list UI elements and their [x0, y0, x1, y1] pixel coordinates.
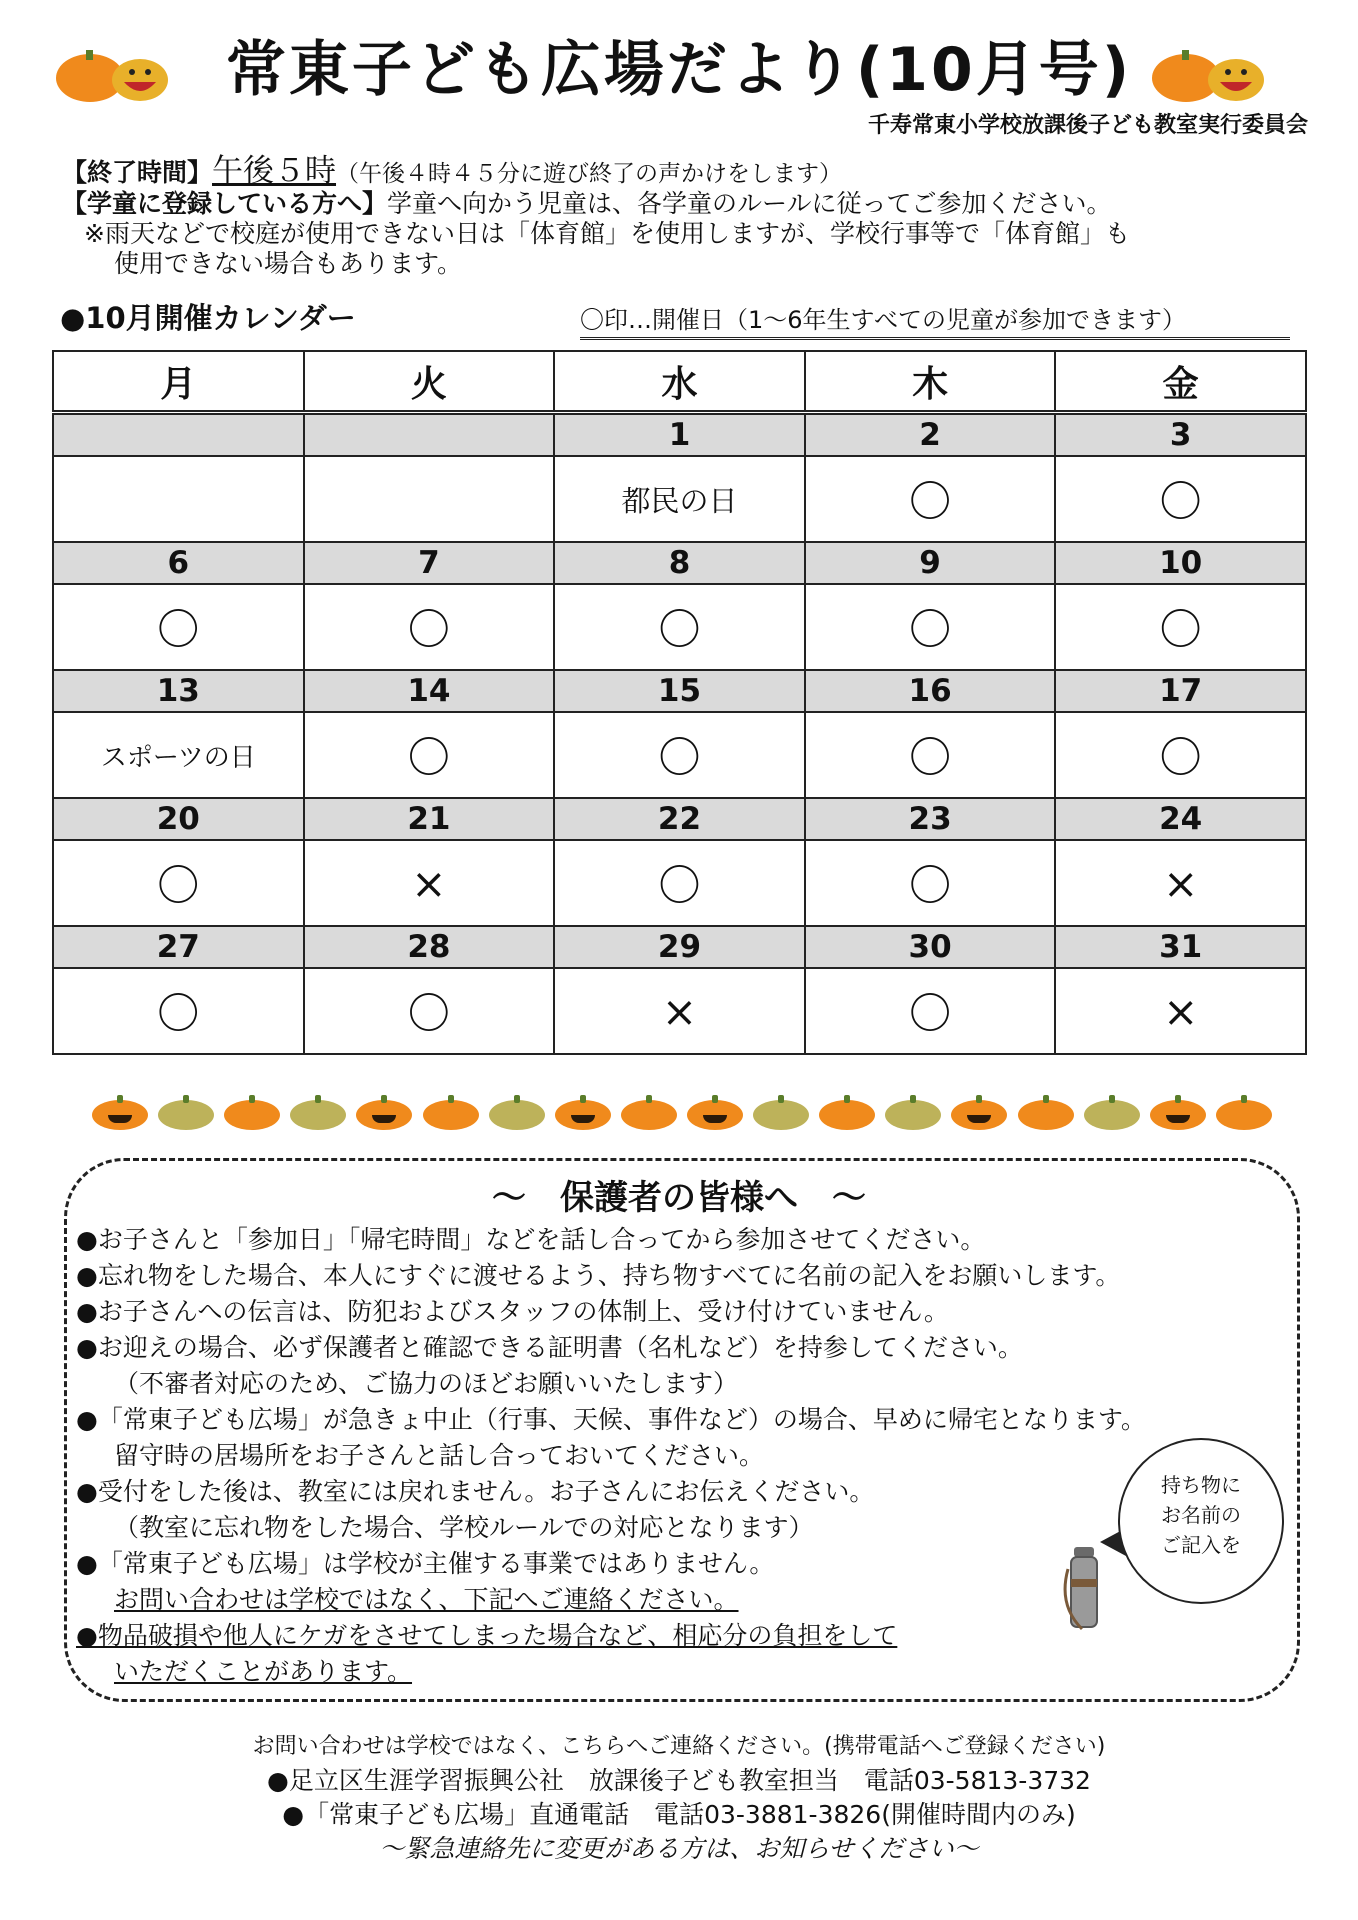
date-cell: 16 [805, 670, 1056, 712]
pumpkin-icon [753, 1100, 809, 1130]
mark-cell: 〇 [53, 584, 304, 670]
mark-cell: 〇 [554, 712, 805, 798]
date-cell: 28 [304, 926, 555, 968]
footer-intro: お問い合わせは学校ではなく、こちらへご連絡ください。(携帯電話へご登録ください) [252, 1734, 1106, 1759]
date-cell [53, 413, 304, 457]
note-item: （不審者対応のため、ご協力のほどお願いいたします） [114, 1369, 739, 1398]
mark-cell: 〇 [53, 968, 304, 1054]
note-item: ●「常東子ども広場」が急きょ中止（行事、天候、事件など）の場合、早めに帰宅となります。 [76, 1405, 1146, 1434]
pumpkin-icon [819, 1100, 875, 1130]
mark-cell: × [1055, 968, 1306, 1054]
weekday-wed: 水 [554, 351, 805, 413]
date-cell: 29 [554, 926, 805, 968]
week4-mark-row [53, 840, 1306, 926]
mark-cell [304, 456, 555, 542]
date-cell: 3 [1055, 413, 1306, 457]
mark-cell: 〇 [805, 584, 1056, 670]
mark-cell: 〇 [554, 840, 805, 926]
mark-cell: × [1055, 840, 1306, 926]
pumpkin-icon [290, 1100, 346, 1130]
end-time-note: （午後４時４５分に遊び終了の声かけをします） [336, 161, 843, 187]
pumpkin-icon [621, 1100, 677, 1130]
footer-emergency-note: ～緊急連絡先に変更がある方は、お知らせください～ [379, 1834, 979, 1863]
date-cell: 17 [1055, 670, 1306, 712]
week2-date-row [53, 542, 1306, 584]
pumpkin-icon [555, 1100, 611, 1130]
pumpkin-icon [356, 1100, 412, 1130]
mark-cell: 〇 [1055, 584, 1306, 670]
footer-contact-agency: ●足立区生涯学習振興公社 放課後子ども教室担当 電話03-5813-3732 [267, 1766, 1091, 1795]
note-item: ●忘れ物をした場合、本人にすぐに渡せるよう、持ち物すべてに名前の記入をお願いします。 [76, 1261, 1121, 1290]
mark-cell: × [304, 840, 555, 926]
note-item: ●「常東子ども広場」は学校が主催する事業ではありません。 [76, 1549, 775, 1578]
mark-cell: 〇 [304, 584, 555, 670]
bubble-line: ご記入を [1161, 1533, 1241, 1557]
calendar-title: ●10月開催カレンダー [60, 301, 356, 335]
mark-cell: × [554, 968, 805, 1054]
week4-date-row [53, 798, 1306, 840]
calendar-legend: 〇印…開催日（1～6年生すべての児童が参加できます） [580, 300, 1290, 340]
date-cell: 21 [304, 798, 555, 840]
date-cell: 23 [805, 798, 1056, 840]
pumpkin-icon [1084, 1100, 1140, 1130]
pumpkin-icon [224, 1100, 280, 1130]
end-time-value: 午後５時 [212, 153, 337, 189]
date-cell: 22 [554, 798, 805, 840]
pumpkin-icon [1216, 1100, 1272, 1130]
mark-cell: 〇 [805, 968, 1056, 1054]
page-title: 常東子ども広場だより(10月号) [225, 35, 1133, 105]
note-item: （教室に忘れ物をした場合、学校ルールでの対応となります） [114, 1513, 814, 1542]
mark-cell: 〇 [1055, 712, 1306, 798]
speech-bubble [1118, 1438, 1284, 1604]
date-cell: 8 [554, 542, 805, 584]
date-cell: 1 [554, 413, 805, 457]
week3-mark-row [53, 712, 1306, 798]
pumpkin-icon [92, 1100, 148, 1130]
pumpkin-border [92, 1100, 1272, 1136]
note-item: 留守時の居場所をお子さんと話し合っておいてください。 [114, 1441, 765, 1470]
weekday-header-row [53, 351, 1306, 413]
date-cell: 30 [805, 926, 1056, 968]
pumpkin-icon [1018, 1100, 1074, 1130]
pumpkin-icon [687, 1100, 743, 1130]
date-cell: 24 [1055, 798, 1306, 840]
week3-date-row [53, 670, 1306, 712]
note-item: お問い合わせは学校ではなく、下記へご連絡ください。 [114, 1585, 739, 1614]
date-cell: 10 [1055, 542, 1306, 584]
date-cell: 20 [53, 798, 304, 840]
end-time-label: 【終了時間】 [62, 158, 213, 187]
bubble-line: お名前の [1161, 1503, 1241, 1527]
week2-mark-row [53, 584, 1306, 670]
mark-cell: 〇 [805, 712, 1056, 798]
bubble-line: 持ち物に [1161, 1473, 1241, 1497]
week1-date-row [53, 413, 1306, 457]
pumpkin-icon [158, 1100, 214, 1130]
weekday-mon: 月 [53, 351, 304, 413]
note-item: ●お子さんと「参加日」「帰宅時間」などを話し合ってから参加させてください。 [76, 1225, 986, 1254]
date-cell: 27 [53, 926, 304, 968]
mark-cell: 〇 [1055, 456, 1306, 542]
date-cell: 15 [554, 670, 805, 712]
date-cell [304, 413, 555, 457]
weekday-fri: 金 [1055, 351, 1306, 413]
mark-cell: 〇 [805, 456, 1056, 542]
date-cell: 6 [53, 542, 304, 584]
water-bottle-icon [1062, 1545, 1106, 1631]
rain-note-line1: ※雨天などで校庭が使用できない日は「体育館」を使用しますが、学校行事等で「体育館」も [84, 219, 1130, 248]
note-item: ●物品破損や他人にケガをさせてしまった場合など、相応分の負担をして [76, 1621, 898, 1650]
note-item: ●お子さんへの伝言は、防犯およびスタッフの体制上、受け付けていません。 [76, 1297, 949, 1326]
date-cell: 7 [304, 542, 555, 584]
organization-name: 千寿常東小学校放課後子ども教室実行委員会 [867, 113, 1308, 138]
date-cell: 9 [805, 542, 1056, 584]
mark-cell: 〇 [805, 840, 1056, 926]
week5-mark-row [53, 968, 1306, 1054]
note-item: いただくことがあります。 [114, 1657, 413, 1686]
week5-date-row [53, 926, 1306, 968]
holiday-cell-sports: スポーツの日 [53, 712, 304, 798]
date-cell: 31 [1055, 926, 1306, 968]
rain-note-line2: 使用できない場合もあります。 [114, 249, 463, 278]
mark-cell [53, 456, 304, 542]
footer-contacts [0, 1730, 1358, 1866]
gakudo-text: 学童へ向かう児童は、各学童のルールに従ってご参加ください。 [387, 189, 1112, 218]
note-item: ●お迎えの場合、必ず保護者と確認できる証明書（名札など）を持参してください。 [76, 1333, 1023, 1362]
notice-section [62, 153, 1302, 279]
holiday-cell-tomin: 都民の日 [554, 456, 805, 542]
weekday-tue: 火 [304, 351, 555, 413]
weekday-thu: 木 [805, 351, 1056, 413]
mark-cell: 〇 [304, 968, 555, 1054]
pumpkin-icon [885, 1100, 941, 1130]
week1-mark-row [53, 456, 1306, 542]
pumpkin-icon [951, 1100, 1007, 1130]
footer-contact-direct: ●「常東子ども広場」直通電話 電話03-3881-3826(開催時間内のみ) [282, 1800, 1076, 1829]
pumpkin-icon [489, 1100, 545, 1130]
date-cell: 13 [53, 670, 304, 712]
gakudo-label: 【学童に登録している方へ】 [62, 189, 388, 218]
pumpkin-icon [1150, 1100, 1206, 1130]
end-time-line [62, 153, 1302, 189]
guardians-title: ～ 保護者の皆様へ ～ [492, 1178, 866, 1218]
calendar-table [52, 350, 1307, 1055]
date-cell: 14 [304, 670, 555, 712]
date-cell: 2 [805, 413, 1056, 457]
pumpkin-icon [423, 1100, 479, 1130]
gakudo-line [62, 189, 1302, 219]
note-item: ●受付をした後は、教室には戻れません。お子さんにお伝えください。 [76, 1477, 875, 1506]
mark-cell: 〇 [554, 584, 805, 670]
mark-cell: 〇 [53, 840, 304, 926]
mark-cell: 〇 [304, 712, 555, 798]
